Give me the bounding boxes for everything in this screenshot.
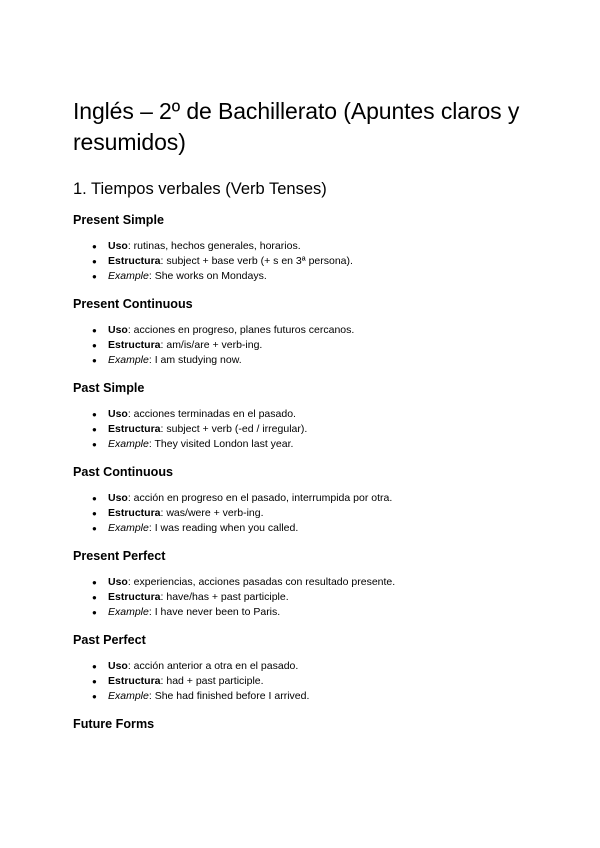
list-item-estructura [73,674,543,689]
list-item-example [73,269,543,284]
uso-text: : acción anterior a otra en el pasado. [127,660,299,672]
bullet-list [73,239,543,284]
bullet-icon: ● [92,425,97,434]
estructura-label: Estructura [108,591,161,603]
list-item-estructura [73,338,543,353]
uso-text: : rutinas, hechos generales, horarios. [127,240,301,252]
bullet-icon: ● [92,272,97,281]
list-item-example [73,605,543,620]
document-page [73,96,543,743]
uso-text: : acciones en progreso, planes futuros cercanos. [127,324,355,336]
list-item-uso [73,491,543,506]
list-item-estructura [73,422,543,437]
list-item-estructura [73,590,543,605]
uso-text: : acción en progreso en el pasado, interrumpida por otra. [127,492,393,504]
bullet-icon: ● [92,257,97,266]
subsection-heading: Present Continuous [73,297,193,311]
list-item-estructura [73,506,543,521]
list-item-example [73,521,543,536]
bullet-list [73,407,543,452]
subsection-heading: Present Perfect [73,549,166,563]
list-item-uso [73,659,543,674]
example-text: : They visited London last year. [148,438,294,450]
example-label: Example [108,606,149,618]
bullet-icon: ● [92,593,97,602]
subsection-heading-future-forms: Future Forms [73,717,155,731]
estructura-label: Estructura [108,255,161,267]
list-item-example [73,353,543,368]
bullet-list [73,659,543,704]
uso-label: Uso [108,408,128,420]
bullet-icon: ● [92,326,97,335]
estructura-text: : had + past participle. [160,675,264,687]
example-text: : She had finished before I arrived. [148,690,310,702]
estructura-text: : subject + verb (-ed / irregular). [160,423,308,435]
uso-text: : acciones terminadas en el pasado. [127,408,296,420]
estructura-text: : am/is/are + verb-ing. [160,339,263,351]
bullet-icon: ● [92,341,97,350]
bullet-list [73,491,543,536]
example-label: Example [108,522,149,534]
bullet-icon: ● [92,524,97,533]
bullet-icon: ● [92,692,97,701]
subsection-heading: Past Perfect [73,633,146,647]
bullet-icon: ● [92,578,97,587]
uso-label: Uso [108,240,128,252]
uso-label: Uso [108,576,128,588]
estructura-label: Estructura [108,339,161,351]
bullet-icon: ● [92,509,97,518]
document-title: Inglés – 2º de Bachillerato (Apuntes claros y resumidos) [73,98,520,155]
bullet-icon: ● [92,242,97,251]
tenses-list [73,212,543,704]
list-item-uso [73,239,543,254]
uso-label: Uso [108,660,128,672]
estructura-text: : have/has + past participle. [160,591,289,603]
bullet-icon: ● [92,410,97,419]
example-label: Example [108,438,149,450]
estructura-text: : was/were + verb-ing. [160,507,264,519]
example-label: Example [108,270,149,282]
uso-label: Uso [108,492,128,504]
estructura-label: Estructura [108,507,161,519]
list-item-uso [73,323,543,338]
list-item-example [73,437,543,452]
example-text: : She works on Mondays. [148,270,267,282]
bullet-icon: ● [92,662,97,671]
bullet-icon: ● [92,677,97,686]
example-label: Example [108,690,149,702]
uso-label: Uso [108,324,128,336]
list-item-uso [73,407,543,422]
example-text: : I have never been to Paris. [148,606,281,618]
estructura-label: Estructura [108,675,161,687]
example-label: Example [108,354,149,366]
bullet-icon: ● [92,356,97,365]
bullet-list [73,323,543,368]
bullet-list [73,575,543,620]
uso-text: : experiencias, acciones pasadas con resultado presente. [127,576,396,588]
list-item-example [73,689,543,704]
subsection-heading: Past Simple [73,381,145,395]
bullet-icon: ● [92,440,97,449]
estructura-text: : subject + base verb (+ s en 3ª persona). [160,255,353,267]
bullet-icon: ● [92,608,97,617]
example-text: : I am studying now. [148,354,242,366]
bullet-icon: ● [92,494,97,503]
list-item-estructura [73,254,543,269]
subsection-heading: Present Simple [73,213,164,227]
estructura-label: Estructura [108,423,161,435]
section-heading: 1. Tiempos verbales (Verb Tenses) [73,180,327,198]
example-text: : I was reading when you called. [148,522,299,534]
list-item-uso [73,575,543,590]
subsection-heading: Past Continuous [73,465,174,479]
